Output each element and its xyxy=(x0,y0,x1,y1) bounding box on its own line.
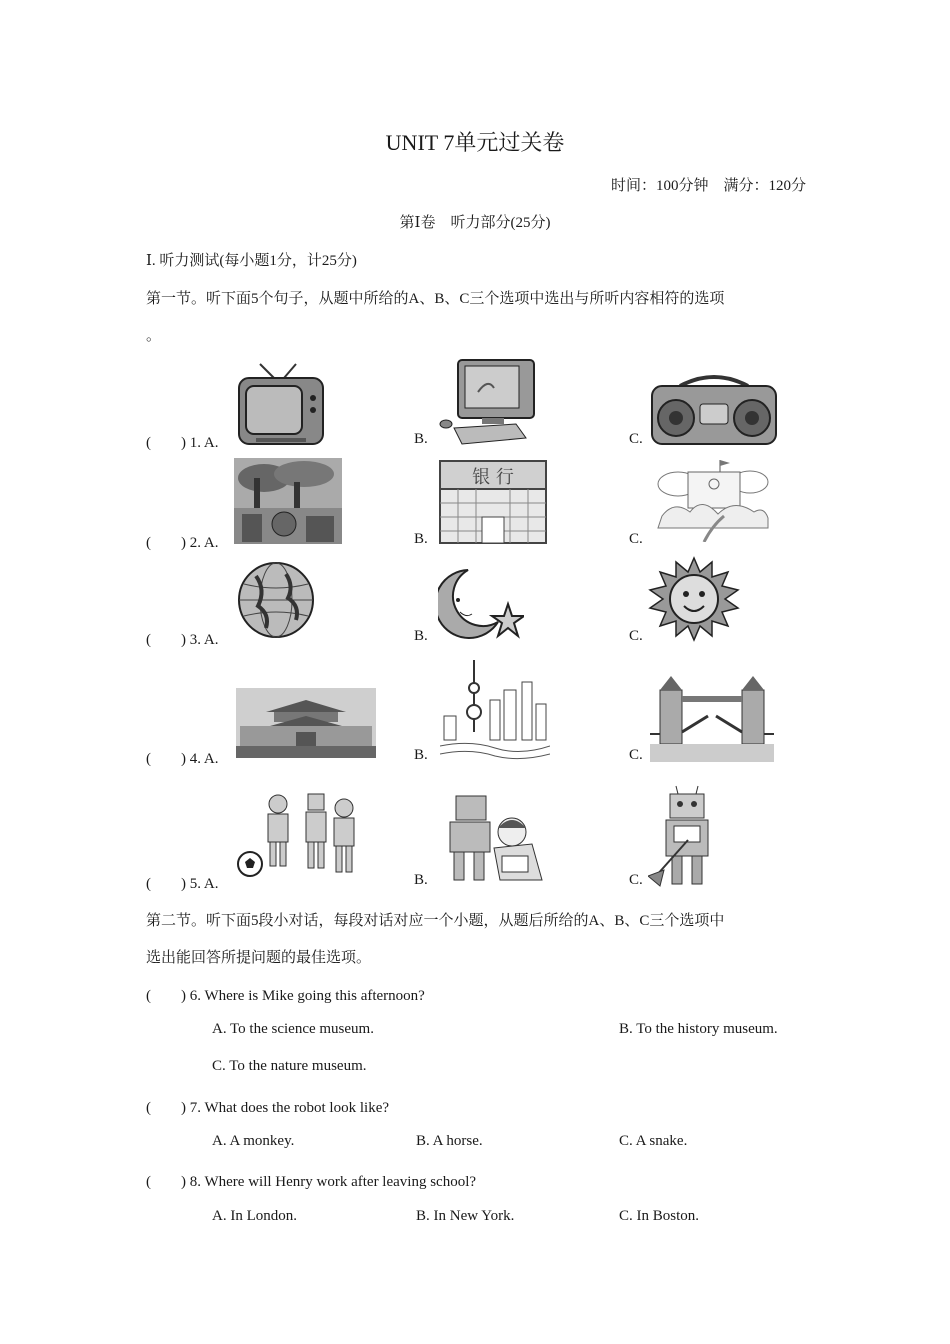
instruction-2-cont: 选出能回答所提问题的最佳选项。 xyxy=(146,950,372,966)
question-7: ( ) 7. What does the robot look like? xyxy=(146,1100,390,1116)
question-8: ( ) 8. Where will Henry work after leaving school? xyxy=(146,1174,477,1190)
question-6-option-b: B. To the history museum. xyxy=(619,1021,778,1037)
tv-icon xyxy=(234,362,326,448)
question-8-option-a: A. In London. xyxy=(212,1208,297,1224)
instruction-2: 第二节。听下面5段小对话，每段对话对应一个小题，从题后所给的A、B、C三个选项中 xyxy=(146,913,725,929)
question-5-label: ( ) 5. A. xyxy=(146,876,219,892)
sun-icon xyxy=(648,556,740,642)
earth-icon xyxy=(236,560,316,640)
radio-icon xyxy=(650,374,778,446)
question-2-c-label: C. xyxy=(629,531,643,547)
question-6: ( ) 6. Where is Mike going this afternoon? xyxy=(146,988,425,1004)
question-5-b-label: B. xyxy=(414,872,428,888)
question-1-label: ( ) 1. A. xyxy=(146,435,219,451)
question-3-b-label: B. xyxy=(414,628,428,644)
bank-icon xyxy=(438,459,548,545)
shanghai-skyline-icon xyxy=(440,660,550,762)
polluted-city-icon xyxy=(234,458,342,544)
instruction-1-cont: 。 xyxy=(146,328,162,344)
question-3-c-label: C. xyxy=(629,628,643,644)
question-7-option-a: A. A monkey. xyxy=(212,1133,295,1149)
question-1-c-label: C. xyxy=(629,431,643,447)
moon-star-icon xyxy=(438,566,524,640)
question-4-c-label: C. xyxy=(629,747,643,763)
question-6-option-a: A. To the science museum. xyxy=(212,1021,374,1037)
robot-sweeping-icon xyxy=(648,784,720,888)
question-8-option-c: C. In Boston. xyxy=(619,1208,700,1224)
robot-boy-icon xyxy=(440,792,548,884)
tiananmen-icon xyxy=(236,688,376,758)
instruction-1: 第一节。听下面5个句子，从题中所给的A、B、C三个选项中选出与所听内容相符的选项 xyxy=(146,291,725,307)
exam-meta: 时间：100分钟 满分：120分 xyxy=(610,178,806,194)
question-7-option-b: B. A horse. xyxy=(416,1133,483,1149)
section-header: Ⅰ. 听力测试(每小题1分，计25分) xyxy=(146,253,357,269)
question-4-label: ( ) 4. A. xyxy=(146,751,219,767)
question-8-option-b: B. In New York. xyxy=(416,1208,515,1224)
question-1-b-label: B. xyxy=(414,431,428,447)
page-title: UNIT 7单元过关卷 xyxy=(385,130,565,155)
bank-sign: 银 行 xyxy=(472,467,514,488)
question-5-c-label: C. xyxy=(629,872,643,888)
question-2-b-label: B. xyxy=(414,531,428,547)
question-6-option-c: C. To the nature museum. xyxy=(212,1058,367,1074)
computer-icon xyxy=(438,358,540,446)
question-7-option-c: C. A snake. xyxy=(619,1133,688,1149)
tower-bridge-icon xyxy=(650,672,774,762)
question-3-label: ( ) 3. A. xyxy=(146,632,219,648)
part-heading: 第Ⅰ卷 听力部分(25分) xyxy=(399,215,551,231)
clean-town-icon xyxy=(654,456,770,542)
robots-soccer-icon xyxy=(236,792,372,884)
question-2-label: ( ) 2. A. xyxy=(146,535,219,551)
question-4-b-label: B. xyxy=(414,747,428,763)
